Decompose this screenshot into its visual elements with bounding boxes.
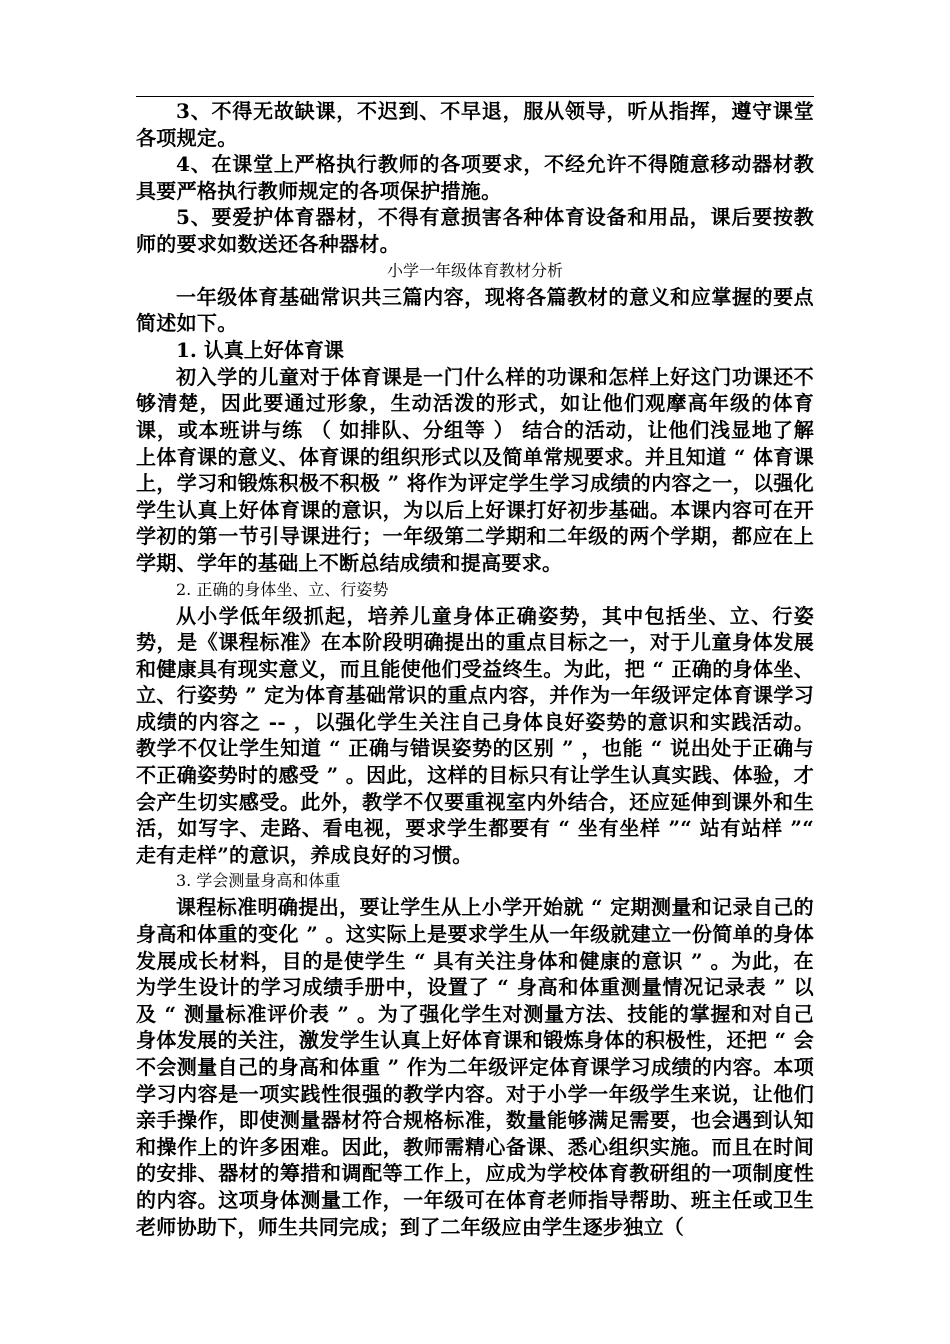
- analysis-title: 小学一年级体育教材分析: [386, 260, 563, 280]
- section-3-heading: 3. 学会测量身高和体重: [176, 871, 341, 891]
- rule-item-5: 5、要爱护体育器材，不得有意损害各种体育设备和用品，课后要按教师的要求如数送还各种器材。: [136, 205, 814, 256]
- section-1-heading: 1. 认真上好体育课: [176, 337, 344, 362]
- intro-paragraph: 一年级体育基础常识共三篇内容，现将各篇教材的意义和应掌握的要点简述如下。: [136, 284, 814, 336]
- section-3-body: 课程标准明确提出，要让学生从上小学开始就 “ 定期测量和记录自己的身高和体重的变化 ” 。这实际上是要求学生从一年级就建立一份简单的身体发展成长材料，目的是使学生 “ 具有关注身体和健康的意识 ” 。为此，在为学生设计的学习成绩手册中，设置了 “ 身高和体重测量情况记录表 ” 以及 “ 测量标准评价表 ” 。为了强化学生对测量方法、技能的掌握和对自己身体发展的关注，激发学生认真上好体育课和锻炼身体的积极性，还把 “ 会不会测量自己的身高和体重 ” 作为二年级评定体育课学习成绩的内容。本项学习内容是一项实践性很强的教学内容。对于小学一年级学生来说，让他们亲手操作，即使测量器材符合规格标准，数量能够满足需要，也会遇到认知和操作上的许多困难。因此，教师需精心备课、悉心组织实施。而且在时间的安排、器材的筹措和调配等工作上，应成为学校体育教研组的一项制度性的内容。这项身体测量工作，一年级可在体育老师指导帮助、班主任或卫生老师协助下，师生共同完成；到了二年级应由学生逐步独立（: [136, 895, 814, 1239]
- section-2-heading: 2. 正确的身体坐、立、行姿势: [176, 579, 389, 599]
- rule-item-3: 3、不得无故缺课，不迟到、不早退，服从领导，听从指挥，遵守课堂各项规定。: [136, 99, 814, 150]
- section-1-body: 初入学的儿童对于体育课是一门什么样的功课和怎样上好这门功课还不够清楚，因此要通过形象，生动活泼的形式，如让他们观摩高年级的体育课，或本班讲与练 （ 如排队、分组等 ） 结合的活动，让他们浅显地了解上体育课的意义、体育课的组织形式以及简单常规要求。并且知道 “ 体育课上，学习和锻炼积极不积极 ” 将作为评定学生学习成绩的内容之一，以强化学生认真上好体育课的意识，为以后上好课打好初步基础。本课内容可在开学初的第一节引导课进行；一年级第二学期和二年级的两个学期，都应在上学期、学年的基础上不断总结成绩和提高要求。: [136, 364, 814, 575]
- rule-item-4: 4、在课堂上严格执行教师的各项要求，不经允许不得随意移动器材教具要严格执行教师规定的各项保护措施。: [136, 152, 814, 203]
- header-rule: [136, 96, 814, 97]
- document-body: [136, 98, 814, 1240]
- section-2-body: 从小学低年级抓起，培养儿童身体正确姿势，其中包括坐、立、行姿势，是《课程标准》在本阶段明确提出的重点目标之一，对于儿童身体发展和健康具有现实意义，而且能使他们受益终生。为此，把 “ 正确的身体坐、立、行姿势 ” 定为体育基础常识的重点内容，并作为一年级评定体育课学习成绩的内容之 -- ，以强化学生关注自己身体良好姿势的意识和实践活动。教学不仅让学生知道 “ 正确与错误姿势的区别 ” ，也能 “ 说出处于正确与不正确姿势时的感受 ” 。因此，这样的目标只有让学生认真实践、体验，才会产生切实感受。此外，教学不仅要重视室内外结合，还应延伸到课外和生活，如写字、走路、看电视，要求学生都要有 “ 坐有坐样 ”“ 站有站样 ”“ 走有走样”的意识，养成良好的习惯。: [136, 603, 814, 867]
